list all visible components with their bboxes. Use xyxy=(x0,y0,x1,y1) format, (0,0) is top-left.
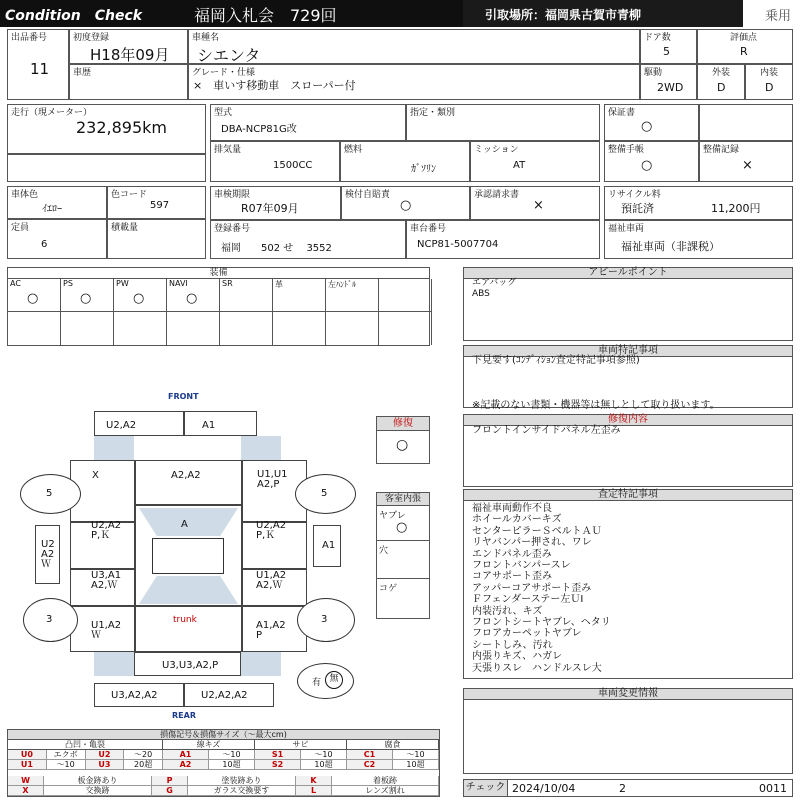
fuel-box xyxy=(340,141,470,182)
legend-code: S2 xyxy=(255,760,301,770)
legend-symbol-meaning: ガラス交換要す xyxy=(188,786,296,796)
fuel-label: 燃料 xyxy=(344,145,363,155)
reg-number: 福岡 502 せ 3552 xyxy=(221,243,332,254)
grade-label: グレード・仕様 xyxy=(192,68,256,78)
lot-number: 11 xyxy=(30,60,50,78)
spare-absent-label: 無 xyxy=(325,671,343,689)
mark-rear-bumper-right: U2,A2,A2 xyxy=(201,690,248,701)
recycle-status: 預託済 xyxy=(621,202,654,215)
hood-right-panel xyxy=(184,411,257,436)
insurance: ○ xyxy=(400,198,412,213)
approval: × xyxy=(533,198,544,213)
insurance-box xyxy=(341,186,470,220)
legend-group-title: 凸凹・亀裂 xyxy=(8,740,163,750)
color-box xyxy=(7,186,107,219)
reg-label: 登録番号 xyxy=(214,224,251,234)
legend-size: 〜10 xyxy=(209,750,255,760)
mark-front-door-left: U2,A2 P,Ｋ xyxy=(91,520,122,541)
interior-box xyxy=(745,64,793,100)
equipment-label: 革 xyxy=(275,280,283,289)
score-box xyxy=(697,29,793,64)
model-box xyxy=(210,104,406,141)
car-name-box xyxy=(188,29,640,64)
grade: × 車いす移動車 スローパー付 xyxy=(193,79,356,92)
equipment-title: 装備 xyxy=(8,268,429,279)
grade-box xyxy=(188,64,640,100)
legend-panel xyxy=(7,729,440,797)
wheel-front-left-count: 5 xyxy=(46,488,53,499)
lot-box xyxy=(7,29,69,100)
legend-symbol-code: K xyxy=(296,776,332,786)
wheel-rear-left-count: 3 xyxy=(46,614,53,625)
legend-symbol-code: L xyxy=(296,786,332,796)
displacement: 1500CC xyxy=(273,160,313,171)
inspection: R07年09月 xyxy=(241,202,299,215)
car-diagram xyxy=(0,386,460,726)
mark-roof: A xyxy=(181,519,188,530)
color-code-label: 色コード xyxy=(111,190,148,200)
hood-panel xyxy=(135,460,242,505)
cabin-box xyxy=(152,538,224,574)
recycle-fee: 11,200円 xyxy=(711,202,761,215)
mark-front-left-fender: X xyxy=(92,470,99,481)
wheel-rear-right-count: 3 xyxy=(321,614,328,625)
equipment-blank-cell xyxy=(167,312,220,345)
rear-left-lamp xyxy=(94,652,134,676)
auction-name: 福岡入札会 729回 xyxy=(194,6,337,25)
displacement-box xyxy=(210,141,340,182)
equipment-value: ○ xyxy=(80,291,92,306)
legend-symbol-meaning: 着板跡 xyxy=(332,776,439,786)
legend-code: U1 xyxy=(8,760,47,770)
repair-flag-box xyxy=(376,416,430,464)
fuel: ｶﾞｿﾘﾝ xyxy=(411,164,436,175)
pickup-band xyxy=(463,0,743,27)
equipment-value: ○ xyxy=(133,291,145,306)
wheel-front-right-count: 5 xyxy=(321,488,328,499)
repair-flag-value: ○ xyxy=(396,437,409,453)
mark-rear-bumper-left: U3,A2,A2 xyxy=(111,690,158,701)
mileage-label: 走行（現メーター） xyxy=(11,108,93,118)
equipment-cell xyxy=(114,279,167,312)
mark-rear-door-left: U3,A1 A2,Ｗ xyxy=(91,570,122,591)
equipment-blank-cell xyxy=(8,312,61,345)
assess-panel xyxy=(463,489,793,679)
reg-box xyxy=(210,220,406,259)
equipment-label: PW xyxy=(116,279,129,288)
header-dark-band xyxy=(0,0,463,27)
recycle-box xyxy=(604,186,793,220)
special-lines: 下見要す(ｺﾝﾃﾞｨｼｮﾝ査定特記事項参照) xyxy=(472,355,640,366)
displacement-label: 排気量 xyxy=(214,145,242,155)
equipment-blank-cell xyxy=(273,312,326,345)
equipment-cell xyxy=(326,279,379,312)
appeal-panel xyxy=(463,267,793,341)
trunk-label: trunk xyxy=(173,615,197,625)
cabin-lining-label: 客室内張 xyxy=(377,493,429,506)
hole-label: 穴 xyxy=(379,546,389,556)
mark-hood-right: A1 xyxy=(202,420,216,431)
equipment-blank-cell xyxy=(379,312,432,345)
legend-symbol-meaning: レンズ割れ xyxy=(332,786,439,796)
legend-code: U3 xyxy=(86,760,125,770)
legend-size: 〜20 xyxy=(124,750,163,760)
special-note: ※記載のない書類・機器等は無しとして取り扱います。 xyxy=(472,400,720,411)
designation-label: 指定・類別 xyxy=(410,108,456,118)
legend-symbol-meaning: 板金跡あり xyxy=(44,776,152,786)
score-label: 評価点 xyxy=(730,33,758,43)
chassis-box xyxy=(406,220,600,259)
legend-size: 〜10 xyxy=(47,760,86,770)
tear-label: ヤブレ xyxy=(379,511,406,521)
designation-box xyxy=(406,104,600,141)
mark-front-door-right: U2,A2 P,Ｋ xyxy=(256,520,287,541)
inspection-box xyxy=(210,186,341,220)
exterior-box xyxy=(697,64,745,100)
color-code-box xyxy=(107,186,206,219)
model: DBA-NCP81G改 xyxy=(221,124,297,135)
door-box xyxy=(640,29,697,64)
equipment-blank-cell xyxy=(326,312,379,345)
interior-grade: D xyxy=(765,81,774,94)
legend-code: S1 xyxy=(255,750,301,760)
appeal-lines: エアバッグ ABS xyxy=(472,278,517,300)
spare-present-label: 有 xyxy=(312,678,322,688)
welfare: 福祉車両（非課税） xyxy=(621,240,720,253)
change-title: 車両変更情報 xyxy=(464,689,792,700)
legend-group-title: サビ xyxy=(255,740,347,750)
manual-box xyxy=(604,141,699,182)
equipment-value: ○ xyxy=(186,291,198,306)
burn-label: コゲ xyxy=(379,584,398,594)
welfare-box xyxy=(604,220,793,259)
equipment-panel xyxy=(7,267,430,346)
legend-size: エクボ xyxy=(47,750,86,760)
special-title: 車両特記事項 xyxy=(464,346,792,357)
color: ｲｴﾛｰ xyxy=(42,204,62,215)
equipment-blank-cell xyxy=(114,312,167,345)
mark-rear-door-right: U1,A2 A2,Ｗ xyxy=(256,570,287,591)
equipment-label: PS xyxy=(63,279,73,288)
legend-group-title: 線キズ xyxy=(163,740,255,750)
model-label: 型式 xyxy=(214,108,233,118)
legend-symbol-code: W xyxy=(8,776,44,786)
change-panel xyxy=(463,688,793,774)
assess-lines: 福祉車両動作不良 ホイールカバーキズ センターピラーＳベルトＡＵ リヤバンパー押され、ワレ エンドパネル歪み フロントバンパースレ コアサポート歪み アッパーコアサポート歪み Ｆフェンダーステー左ＵⅠ 内装汚れ、キズ フロントシートヤブレ、ヘタリ フロアカーペットヤブレ シートしみ、汚れ 内張りキズ、ハガレ 天張りスレ ハンドルスレ大 xyxy=(472,503,611,674)
capacity-label: 定員 xyxy=(11,223,30,233)
mark-rear-quarter-right: A1,A2 P xyxy=(256,620,286,641)
legend-size: 10超 xyxy=(301,760,347,770)
load-box xyxy=(107,219,206,259)
equipment-value: ○ xyxy=(27,291,39,306)
record-box xyxy=(699,141,793,182)
mark-hood: A2,A2 xyxy=(171,470,201,481)
equipment-cell xyxy=(220,279,273,312)
equipment-cell xyxy=(8,279,61,312)
door-label: ドア数 xyxy=(644,33,671,43)
equipment-label: 左ﾊﾝﾄﾞﾙ xyxy=(328,280,356,289)
category: 乗用 xyxy=(765,9,792,24)
appeal-title: アピールポイント xyxy=(464,268,792,279)
warranty-blank-box xyxy=(699,104,793,141)
spare-tire-oval xyxy=(297,663,354,699)
rear-right-lamp xyxy=(241,652,281,676)
equipment-cell xyxy=(61,279,114,312)
legend-size: 10超 xyxy=(209,760,255,770)
first-reg-box xyxy=(69,29,188,64)
mileage: 232,895km xyxy=(76,118,168,137)
car-name: シエンタ xyxy=(197,46,261,65)
legend-title: 損傷記号＆損傷サイズ（〜最大cm) xyxy=(8,730,439,740)
pickup-location: 引取場所：福岡県古賀市青柳 xyxy=(485,8,642,22)
load-label: 積載量 xyxy=(111,223,139,233)
capacity-box xyxy=(7,219,107,259)
mark-hood-left: U2,A2 xyxy=(106,420,137,431)
footer-date: 2024/10/04 xyxy=(512,782,576,795)
color-code: 597 xyxy=(150,200,170,211)
mission-label: ミッション xyxy=(474,145,519,155)
repair-title: 修復内容 xyxy=(464,415,792,426)
legend-size: 〜10 xyxy=(393,750,439,760)
warranty: ○ xyxy=(641,119,653,134)
legend-size: 〜10 xyxy=(301,750,347,760)
legend-symbol-code: P xyxy=(152,776,188,786)
trunk-panel xyxy=(135,606,242,652)
legend-symbol-meaning: 交換跡 xyxy=(44,786,152,796)
welfare-label: 福祉車両 xyxy=(608,224,645,234)
equipment-blank-cell xyxy=(61,312,114,345)
recycle-label: リサイクル料 xyxy=(608,190,661,200)
legend-code: C2 xyxy=(347,760,393,770)
rear-label: REAR xyxy=(172,711,196,720)
cabin-lining-box xyxy=(376,492,430,619)
mission-box xyxy=(470,141,600,182)
manual: ○ xyxy=(641,158,653,173)
legend-size: 10超 xyxy=(393,760,439,770)
record: × xyxy=(742,158,753,173)
mileage-box xyxy=(7,104,206,154)
tear-value: ○ xyxy=(396,520,408,535)
chassis-label: 車台番号 xyxy=(410,224,447,234)
mission: AT xyxy=(513,160,526,171)
exterior-grade: D xyxy=(717,81,726,94)
header xyxy=(0,0,800,27)
equipment-cell xyxy=(379,279,432,312)
assess-title: 査定特記事項 xyxy=(464,490,792,501)
equipment-label: NAVI xyxy=(169,279,188,288)
special-panel xyxy=(463,345,793,411)
inspection-label: 車検期限 xyxy=(214,190,251,200)
warranty-box xyxy=(604,104,699,141)
drive-label: 駆動 xyxy=(644,68,663,78)
drive: 2WD xyxy=(657,81,684,94)
first-reg-label: 初度登録 xyxy=(73,33,110,43)
warranty-label: 保証書 xyxy=(608,108,636,118)
equipment-cell xyxy=(273,279,326,312)
legend-code: C1 xyxy=(347,750,393,760)
color-label: 車体色 xyxy=(11,190,39,200)
drive-box xyxy=(640,64,697,100)
exterior-label: 外装 xyxy=(712,68,731,78)
mark-tail: U3,U3,A2,P xyxy=(162,660,219,671)
capacity: 6 xyxy=(41,239,48,250)
car-name-label: 車種名 xyxy=(192,33,220,43)
mark-right-side: A1 xyxy=(322,540,336,551)
repair-lines: フロントインサイドパネル左歪み xyxy=(472,425,621,436)
legend-symbol-code: X xyxy=(8,786,44,796)
legend-code: U0 xyxy=(8,750,47,760)
front-left-lamp xyxy=(94,436,134,460)
mileage-sub-box xyxy=(7,154,206,182)
history-label: 車歴 xyxy=(73,68,92,78)
front-right-lamp xyxy=(241,436,281,460)
mark-front-right-fender: U1,U1 A2,P xyxy=(257,469,288,490)
legend-code: A2 xyxy=(163,760,209,770)
interior-label: 内装 xyxy=(760,68,779,78)
approval-label: 承認請求書 xyxy=(474,190,520,200)
chassis-number: NCP81-5007704 xyxy=(417,239,499,250)
footer-number: 0011 xyxy=(759,782,787,795)
equipment-blank-cell xyxy=(220,312,273,345)
legend-code: A1 xyxy=(163,750,209,760)
first-reg: H18年09月 xyxy=(90,46,170,64)
history-box xyxy=(69,64,188,100)
legend-symbol-code: G xyxy=(152,786,188,796)
insurance-label: 検付自賠責 xyxy=(345,190,391,200)
equipment-label: AC xyxy=(10,279,21,288)
record-label: 整備記録 xyxy=(703,145,740,155)
equipment-cell xyxy=(167,279,220,312)
legend-code: U2 xyxy=(86,750,125,760)
approval-box xyxy=(470,186,600,220)
legend-group-title: 腐食 xyxy=(347,740,439,750)
check-label: チェック xyxy=(464,780,508,796)
lot-label: 出品番号 xyxy=(11,33,48,43)
front-label: FRONT xyxy=(168,392,199,401)
footer-bar xyxy=(463,779,793,797)
repair-panel xyxy=(463,414,793,487)
mark-left-side: U2 A2 Ｗ xyxy=(41,539,55,570)
mark-rear-quarter-left: U1,A2 Ｗ xyxy=(91,620,122,641)
score: R xyxy=(740,45,748,58)
form-title: Condition Check xyxy=(5,8,143,24)
legend-size: 20超 xyxy=(124,760,163,770)
footer-page: 2 xyxy=(619,782,626,795)
legend-symbol-meaning: 塗装跡あり xyxy=(188,776,296,786)
door-count: 5 xyxy=(663,45,670,58)
equipment-label: SR xyxy=(222,279,233,288)
repair-flag-label: 修復 xyxy=(377,417,429,431)
manual-label: 整備手帳 xyxy=(608,145,645,155)
